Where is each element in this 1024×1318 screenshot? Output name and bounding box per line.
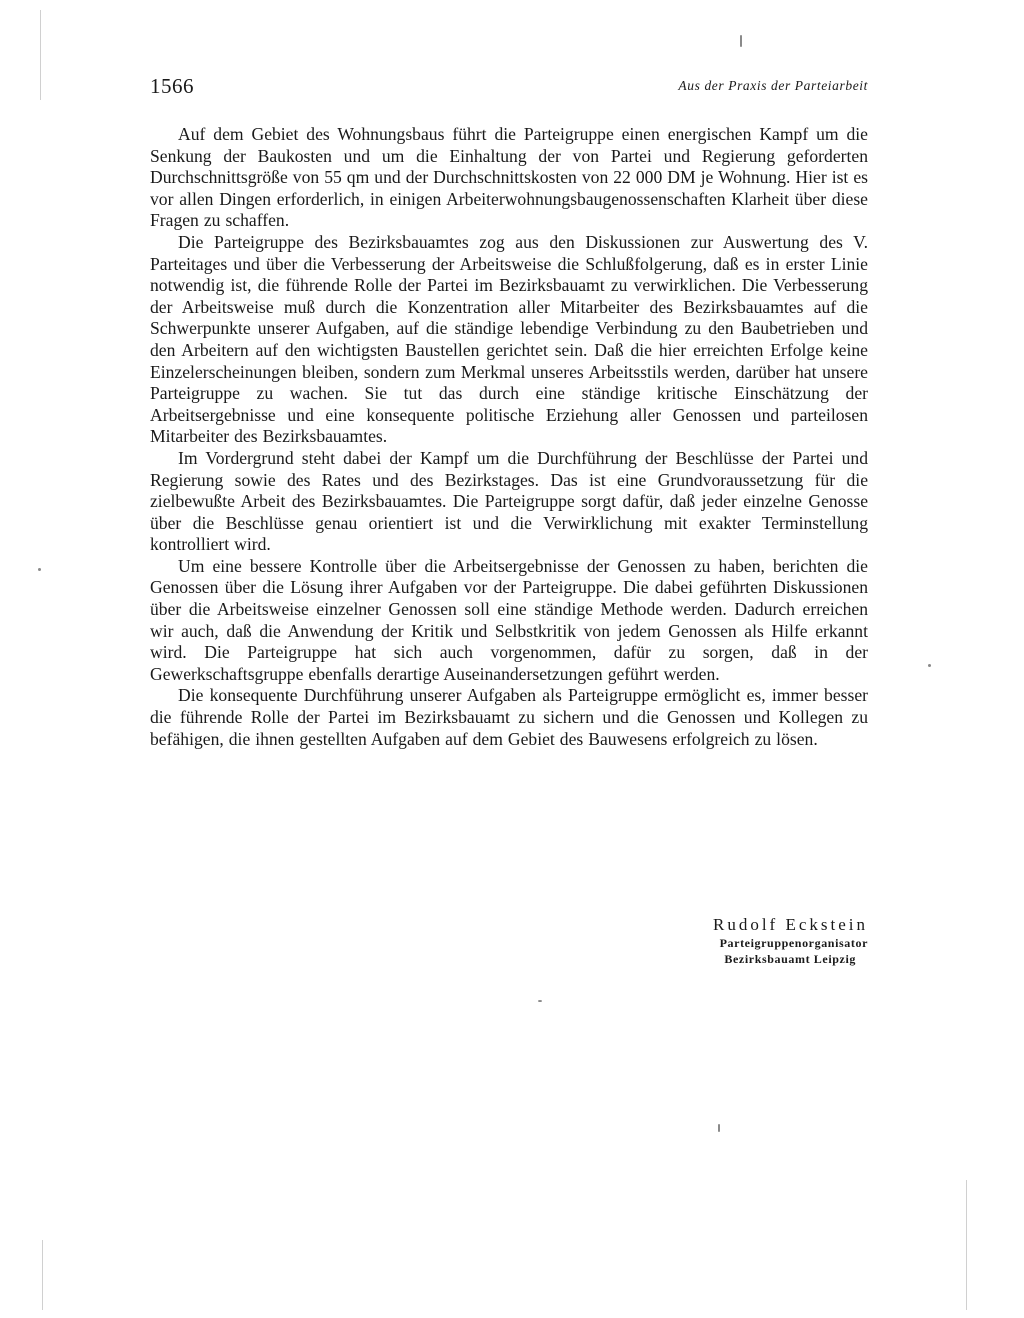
running-head: Aus der Praxis der Parteiarbeit (678, 78, 868, 93)
paragraph: Um eine bessere Kontrolle über die Arbeitsergebnisse der Genossen zu haben, berichten die Genossen über die Lösung ihrer Aufgaben vor der Parteigruppe. Die dabei geführten Diskussionen über die Arbeitsweise einzelner Genossen soll eine ständige Methode werden. Dadurch erreichen wir auch, daß die Anwendung der Kritik und Selbstkritik von jedem Genossen als Hilfe erkannt wird. Die Parteigruppe hat sich auch vorgenommen, dafür zu sorgen, daß in der Gewerkschaftsgruppe ebenfalls derartige Auseinandersetzungen geführt werden. (150, 555, 868, 684)
scan-speck (538, 1000, 542, 1002)
author-organization: Bezirksbauamt Leipzig (724, 952, 856, 966)
scan-speck (718, 1124, 720, 1132)
scan-speck (928, 664, 931, 667)
scan-edge-left (40, 10, 41, 100)
scan-speck (740, 35, 742, 47)
paragraph: Die konsequente Durchführung unserer Aufgaben als Parteigruppe ermöglicht es, immer besser die führende Rolle der Partei im Bezirksbauamt zu sichern und die Genossen und Kollegen zu befähigen, die ihnen gestellten Aufgaben auf dem Gebiet des Bauwesens erfolgreich zu lösen. (150, 685, 868, 749)
scan-edge-right (966, 1180, 967, 1310)
signature-block (713, 915, 868, 967)
paragraph: Auf dem Gebiet des Wohnungsbaus führt die Parteigruppe einen energischen Kampf um die Senkung der Baukosten und um die Einhaltung der von Partei und Regierung geforderten Durchschnittsgröße von 55 qm und der Durchschnittskosten von 22 000 DM je Wohnung. Hier ist es vor allen Dingen erforderlich, in einigen Arbeiterwohnungsbaugenossenschaften Klarheit über diese Fragen zu schaffen. (150, 124, 868, 231)
author-title: Parteigruppenorganisator (719, 936, 868, 950)
paragraph: Die Parteigruppe des Bezirksbauamtes zog aus den Diskussionen zur Auswertung des V. Parteitages und über die Verbesserung der Arbeitsweise die Schlußfolgerung, daß es in erster Linie notwendig ist, die führende Rolle der Partei im Bezirksbauamt zu verwirklichen. Die Verbesserung der Arbeitsweise muß durch die Konzentration aller Mitarbeiter des Bezirksbauamtes auf die Schwerpunkte unserer Aufgaben, auf die ständige lebendige Verbindung zu den Baubetrieben und den Arbeitern auf den wichtigsten Baustellen gerichtet sein. Daß die hier erreichten Erfolge keine Einzelerscheinungen bleiben, sondern zum Merkmal unseres Arbeitsstils werden, darüber hat unsere Parteigruppe zu wachen. Sie tut das durch eine ständige kritische Einschätzung der Arbeitsergebnisse und eine konsequente politische Erziehung aller Genossen und parteilosen Mitarbeiter des Bezirksbauamtes. (150, 231, 868, 447)
scan-edge-left-lower (42, 1240, 43, 1310)
author-name: Rudolf Eckstein (712, 915, 868, 934)
page-header (150, 74, 868, 104)
scan-speck (38, 568, 41, 571)
paragraph: Im Vordergrund steht dabei der Kampf um die Durchführung der Beschlüsse der Partei und Regierung sowie des Rates und des Bezirkstages. Das ist eine Grundvoraussetzung für die zielbewußte Arbeit des Bezirksbauamtes. Die Parteigruppe sorgt dafür, daß jeder einzelne Genosse über die Beschlüsse genau orientiert ist und die Verwirklichung mit exakter Terminstellung kontrolliert wird. (150, 447, 868, 555)
page-number: 1566 (150, 74, 194, 98)
article-body (150, 124, 868, 750)
